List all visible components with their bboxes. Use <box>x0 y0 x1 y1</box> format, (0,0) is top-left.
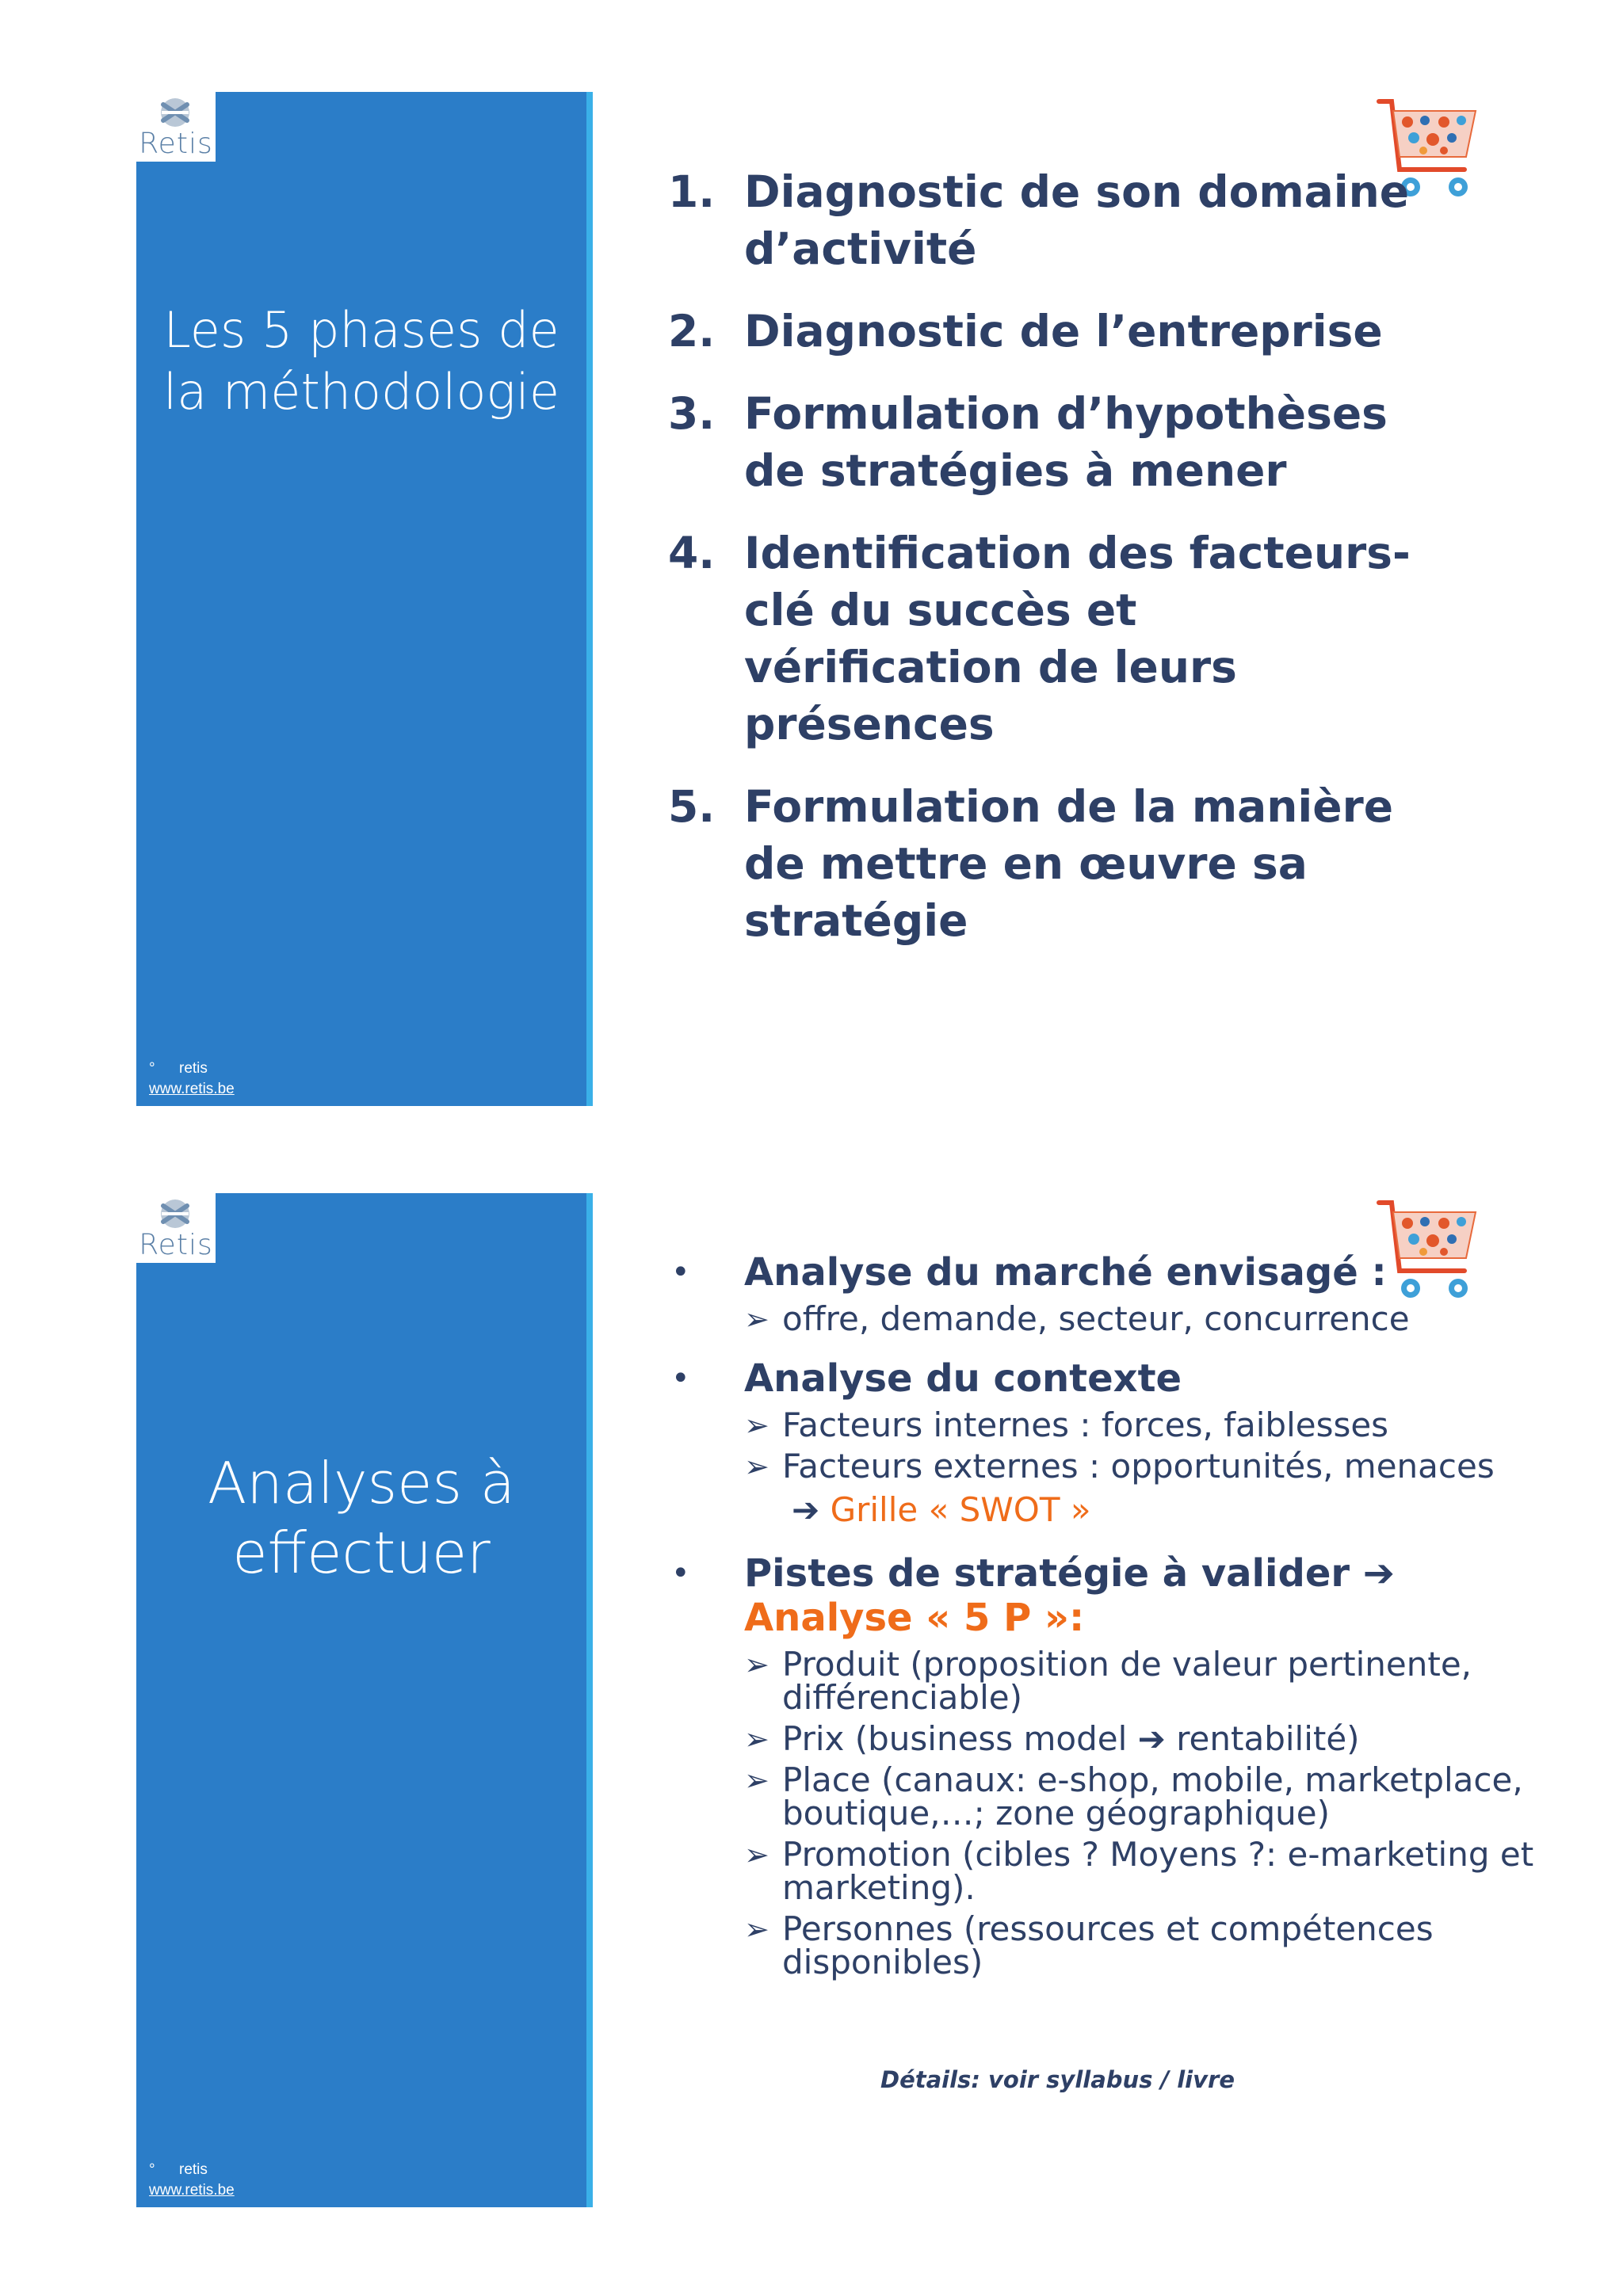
sub-item: ➢ Prix (business model ➔ rentabilité) <box>744 1719 1360 1758</box>
footer-label: retis <box>179 1060 208 1077</box>
phase-number: 2. <box>668 306 716 357</box>
analysis-list <box>668 1250 1540 1979</box>
phase-number: 5. <box>668 781 716 832</box>
arrow-right-icon: ➔ <box>792 1490 820 1529</box>
slide-phases <box>0 87 1623 1117</box>
sub-item: ➢ Place (canaux: e-shop, mobile, marketplace, boutique,…; zone géographique) <box>744 1760 1523 1833</box>
analysis-5p-label: Analyse « 5 P »: <box>744 1596 1085 1640</box>
list-item <box>668 1250 1540 1336</box>
retis-logo <box>136 92 216 162</box>
list-item <box>668 1356 1540 1531</box>
bullet-icon: • <box>671 1254 690 1291</box>
panel-footer <box>149 1058 235 1100</box>
sub-arrow-icon: ➢ <box>744 1647 769 1682</box>
list-item <box>668 303 1429 360</box>
bullet-icon: • <box>671 1555 690 1592</box>
title-panel <box>136 1193 593 2207</box>
sub-arrow-icon: ➢ <box>744 1449 769 1484</box>
retis-logo-icon <box>155 1196 195 1231</box>
sub-arrow-icon: ➢ <box>744 1837 769 1872</box>
footer-link[interactable]: www.retis.be <box>149 2182 235 2199</box>
phase-text: Formulation d’hypothèses de stratégies à mener <box>744 388 1388 496</box>
logo-text: Retis <box>139 1229 213 1261</box>
slide-title: Les 5 phases de la méthodologie <box>162 301 560 421</box>
phase-text: Identification des facteurs-clé du succès et vérification de leurs présences <box>744 528 1411 749</box>
list-item <box>668 524 1429 753</box>
swot-label: Grille « SWOT » <box>830 1490 1091 1529</box>
sub-item: ➢ Personnes (ressources et compétences disponibles) <box>744 1909 1434 1981</box>
bullet-heading: Pistes de stratégie à valider ➔ Analyse « 5 P »: <box>744 1551 1395 1640</box>
title-panel <box>136 92 593 1106</box>
phase-number: 4. <box>668 528 716 578</box>
list-item <box>668 1551 1540 1979</box>
bullet-heading: Analyse du marché envisagé : <box>744 1250 1387 1295</box>
footer-symbol: ° <box>149 2161 155 2178</box>
phase-text: Diagnostic de son domaine d’activité <box>744 166 1410 274</box>
list-item <box>668 163 1429 277</box>
sub-item: ➢ Produit (proposition de valeur pertinente, différenciable) <box>744 1645 1472 1717</box>
arrow-right-icon: ➔ <box>1362 1551 1395 1596</box>
footer-symbol: ° <box>149 1060 155 1077</box>
footer-label: retis <box>179 2161 208 2178</box>
phase-number: 3. <box>668 388 716 439</box>
slide-title: Analyses à effectuer <box>208 1450 515 1586</box>
sub-arrow-icon: ➢ <box>744 1912 769 1947</box>
phase-text: Diagnostic de l’entreprise <box>744 306 1383 357</box>
sub-arrow-icon: ➢ <box>744 1722 769 1756</box>
sub-arrow-icon: ➢ <box>744 1408 769 1443</box>
panel-footer <box>149 2160 235 2201</box>
sub-arrow-icon: ➢ <box>744 1302 769 1337</box>
list-item <box>668 778 1429 949</box>
bullet-heading: Analyse du contexte <box>744 1356 1182 1401</box>
slide-analyses <box>0 1188 1623 2218</box>
sub-item: ➢ Facteurs externes : opportunités, menaces <box>744 1447 1495 1486</box>
sub-item: ➢ offre, demande, secteur, concurrence <box>744 1299 1410 1338</box>
phase-number: 1. <box>668 166 716 217</box>
phase-text: Formulation de la manière de mettre en œuvre sa stratégie <box>744 781 1394 946</box>
phases-list <box>668 163 1429 974</box>
sub-item: ➢ Facteurs internes : forces, faiblesses <box>744 1405 1389 1444</box>
logo-text: Retis <box>139 128 213 160</box>
swot-line <box>744 1489 1540 1531</box>
sub-arrow-icon: ➢ <box>744 1763 769 1798</box>
footer-link[interactable]: www.retis.be <box>149 1081 235 1097</box>
retis-logo-icon <box>155 95 195 130</box>
retis-logo <box>136 1193 216 1263</box>
bullet-icon: • <box>671 1360 690 1397</box>
list-item <box>668 385 1429 499</box>
details-note: Détails: voir syllabus / livre <box>880 2066 1235 2093</box>
sub-item: ➢ Promotion (cibles ? Moyens ?: e-marketing et marketing). <box>744 1835 1534 1907</box>
